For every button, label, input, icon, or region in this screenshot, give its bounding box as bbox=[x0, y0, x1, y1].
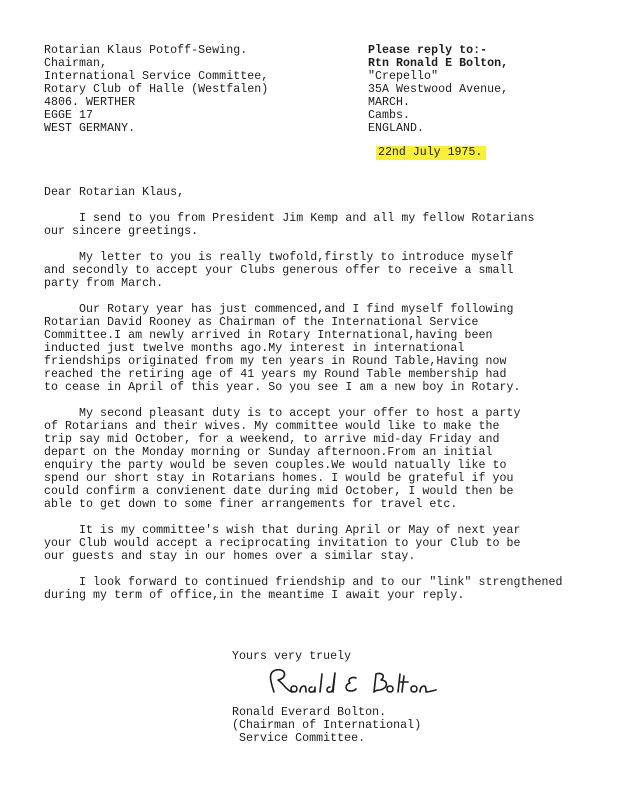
paragraph-line: our sincere greetings. bbox=[44, 225, 199, 238]
paragraph-line: My letter to you is really twofold,firstly to introduce myself bbox=[44, 251, 514, 264]
paragraph-line: reached the retiring age of 41 years my Round Table membership had bbox=[44, 368, 507, 381]
letter-body bbox=[44, 186, 604, 602]
signer-line: Ronald Everard Bolton. bbox=[232, 706, 387, 719]
recipient-line: Chairman, bbox=[44, 57, 108, 70]
handwritten-signature bbox=[262, 662, 472, 702]
paragraph bbox=[44, 407, 604, 511]
paragraph-line: I look forward to continued friendship and to our "link" strengthened bbox=[44, 576, 563, 589]
recipient-line: International Service Committee, bbox=[44, 70, 269, 83]
paragraph-line: depart on the Monday morning or Sunday afternoon.From an initial bbox=[44, 446, 493, 459]
reply-line: MARCH. bbox=[368, 96, 411, 109]
letter-date: 22nd July 1975. bbox=[376, 146, 486, 160]
paragraph-line: to cease in April of this year. So you see I am a new boy in Rotary. bbox=[44, 381, 521, 394]
paragraph-line: able to get down to some finer arrangements for travel etc. bbox=[44, 498, 458, 511]
reply-line: Cambs. bbox=[368, 109, 411, 122]
paragraph-line: party from March. bbox=[44, 277, 164, 290]
paragraph-line: of Rotarians and their wives. My committee would like to make the bbox=[44, 420, 500, 433]
paragraph-line: friendships originated from my ten years in Round Table,Having now bbox=[44, 355, 507, 368]
paragraph-line: Rotarian David Rooney as Chairman of the International Service bbox=[44, 316, 479, 329]
reply-line: Rtn Ronald E Bolton, bbox=[368, 57, 509, 70]
paragraph-line: Committee.I am newly arrived in Rotary International,having been bbox=[44, 329, 493, 342]
signer-line: (Chairman of International) bbox=[232, 719, 422, 732]
paragraph bbox=[44, 576, 604, 602]
recipient-line: EGGE 17 bbox=[44, 109, 94, 122]
paragraph-line: I send to you from President Jim Kemp and all my fellow Rotarians bbox=[44, 212, 535, 225]
paragraph bbox=[44, 251, 604, 290]
paragraph bbox=[44, 303, 604, 394]
recipient-address bbox=[44, 44, 268, 135]
paragraph-line: our guests and stay in our homes over a similar stay. bbox=[44, 550, 416, 563]
reply-line: 35A Westwood Avenue, bbox=[368, 83, 509, 96]
paragraph-line: and secondly to accept your Clubs generous offer to receive a small bbox=[44, 264, 514, 277]
salutation: Dear Rotarian Klaus, bbox=[44, 186, 185, 199]
signer-line: Service Committee. bbox=[232, 732, 366, 745]
paragraph-line: your Club would accept a reciprocating invitation to your Club to be bbox=[44, 537, 521, 550]
reply-line: Please reply to:- bbox=[368, 44, 488, 57]
paragraph-line: Our Rotary year has just commenced,and I find myself following bbox=[44, 303, 514, 316]
reply-address bbox=[368, 44, 508, 135]
paragraph-line: My second pleasant duty is to accept your offer to host a party bbox=[44, 407, 521, 420]
paragraph-line: could confirm a convienent date during mid October, I would then be bbox=[44, 485, 514, 498]
paragraph-line: enquiry the party would be seven couples.We would natually like to bbox=[44, 459, 507, 472]
recipient-line: Rotarian Klaus Potoff-Sewing. bbox=[44, 44, 248, 57]
paragraph-line: It is my committee's wish that during April or May of next year bbox=[44, 524, 521, 537]
recipient-line: WEST GERMANY. bbox=[44, 122, 136, 135]
closing-phrase: Yours very truely bbox=[232, 650, 352, 663]
reply-line: "Crepello" bbox=[368, 70, 439, 83]
recipient-line: Rotary Club of Halle (Westfalen) bbox=[44, 83, 269, 96]
paragraph-line: trip say mid October, for a weekend, to arrive mid-day Friday and bbox=[44, 433, 500, 446]
paragraph-line: during my term of office,in the meantime I await your reply. bbox=[44, 589, 465, 602]
paragraph bbox=[44, 524, 604, 563]
recipient-line: 4806. WERTHER bbox=[44, 96, 136, 109]
reply-line: ENGLAND. bbox=[368, 122, 425, 135]
paragraph-line: spend our short stay in Rotarians homes. I would be grateful if you bbox=[44, 472, 514, 485]
signer-block bbox=[232, 706, 421, 745]
paragraph bbox=[44, 212, 604, 238]
paragraph-line: inducted just twelve months ago.My interest in international bbox=[44, 342, 465, 355]
